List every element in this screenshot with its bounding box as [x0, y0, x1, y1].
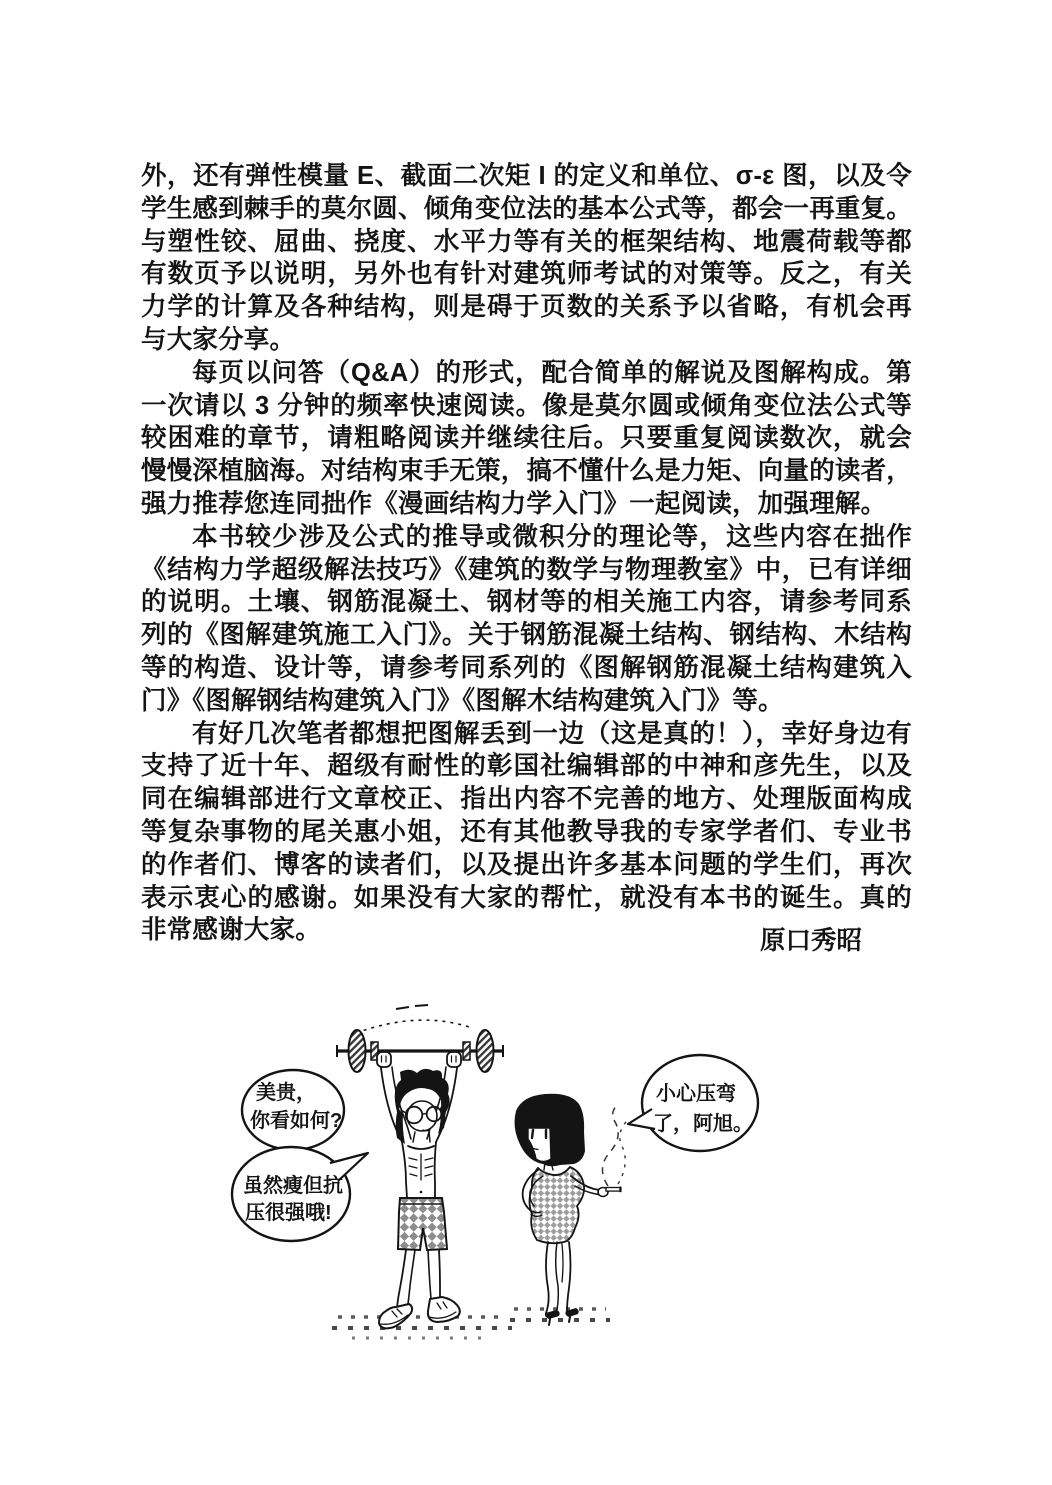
- text-line: 门》《图解钢结构建筑入门》《图解木结构建筑入门》等。: [141, 686, 784, 715]
- text-line: 力学的计算及各种结构，则是碍于页数的关系予以省略，有机会再: [141, 293, 912, 322]
- text-line: 支持了近十年、超级有耐性的彰国社编辑部的中神和彦先生，以及: [141, 752, 912, 781]
- text-line: 与大家分享。: [141, 325, 296, 354]
- text-line: 较困难的章节，请粗略阅读并继续往后。只要重复阅读数次，就会: [141, 424, 912, 453]
- text-line: 等的构造、设计等，请参考同系列的《图解钢筋混凝土结构建筑入: [141, 653, 912, 682]
- author-signature: 原口秀昭: [759, 927, 862, 955]
- motion-dashes: [396, 1005, 428, 1009]
- weight-disc-left: [349, 1030, 366, 1072]
- text-line: 外，还有弹性模量 E、截面二次矩 I 的定义和单位、σ-ε 图，以及令: [141, 162, 912, 190]
- deflection-dashed-curve: [356, 1020, 472, 1033]
- weight-disc-right: [477, 1030, 494, 1072]
- bubble-text: 小心压弯: [656, 1083, 736, 1105]
- bubble-tail: [628, 1109, 655, 1129]
- body-text: [141, 160, 912, 947]
- man-ribs: [409, 1154, 433, 1180]
- bubble-text: 压很强哦!: [245, 1202, 332, 1224]
- man-figure: [377, 1052, 461, 1328]
- speech-bubble-man: [232, 1070, 368, 1241]
- bubble-text: 你看如何?: [250, 1110, 343, 1132]
- text-line: 慢慢深植脑海。对结构束手无策，搞不懂什么是力矩、向量的读者，: [141, 457, 913, 486]
- man-fist-right: [447, 1052, 461, 1067]
- cigarette: [606, 1188, 620, 1192]
- text-line: 同在编辑部进行文章校正、指出内容不完善的地方、处理版面构成: [141, 785, 912, 814]
- bubble-text: 了，阿旭。: [653, 1113, 753, 1135]
- collar-right: [463, 1042, 470, 1060]
- text-line: 本书较少涉及公式的推导或微积分的理论等，这些内容在拙作: [192, 522, 912, 551]
- text-line: 《结构力学超级解法技巧》《建筑的数学与物理教室》中，已有详细: [141, 555, 912, 584]
- text-line: 学生感到棘手的莫尔圆、倾角变位法的基本公式等，都会一再重复。: [141, 194, 913, 223]
- text-line: 非常感谢大家。: [141, 916, 321, 945]
- barbell: [337, 1005, 503, 1072]
- text-line: 强力推荐您连同拙作《漫画结构力学入门》一起阅读，加强理解。: [141, 489, 887, 518]
- text-line: 与塑性铰、屈曲、挠度、水平力等有关的框架结构、地震荷载等都: [141, 227, 912, 256]
- cartoon-illustration: [225, 980, 895, 1360]
- text-line: 有好几次笔者都想把图解丢到一边（这是真的！），幸好身边有: [192, 719, 912, 748]
- text-line: 列的《图解建筑施工入门》。关于钢筋混凝土结构、钢结构、木结构: [141, 621, 912, 650]
- text-line: 有数页予以说明，另外也有针对建筑师考试的对策等。反之，有关: [141, 260, 912, 289]
- man-shorts: [398, 1198, 447, 1250]
- man-fist-left: [377, 1052, 391, 1067]
- bubble-text: 美贵，: [256, 1082, 316, 1104]
- cigarette-smoke: [602, 1104, 626, 1186]
- text-line: 的作者们、博客的读者们，以及提出许多基本问题的学生们，再次: [141, 850, 912, 879]
- speech-bubble-woman: [628, 1055, 758, 1151]
- text-line: 的说明。土壤、钢筋混凝土、钢材等的相关施工内容，请参考同系: [141, 588, 912, 617]
- text-line: 每页以问答（Q&A）的形式，配合简单的解说及图解构成。第: [192, 358, 912, 387]
- woman-figure: [515, 1094, 621, 1325]
- text-line: 一次请以 3 分钟的频率快速阅读。像是莫尔圆或倾角变位法公式等: [141, 391, 912, 420]
- bubble-text: 虽然瘦但抗: [243, 1175, 343, 1197]
- text-line: 表示衷心的感谢。如果没有大家的帮忙，就没有本书的诞生。真的: [141, 883, 912, 912]
- woman-dress: [530, 1167, 585, 1243]
- text-line: 等复杂事物的尾关惠小姐，还有其他教导我的专家学者们、专业书: [141, 817, 912, 846]
